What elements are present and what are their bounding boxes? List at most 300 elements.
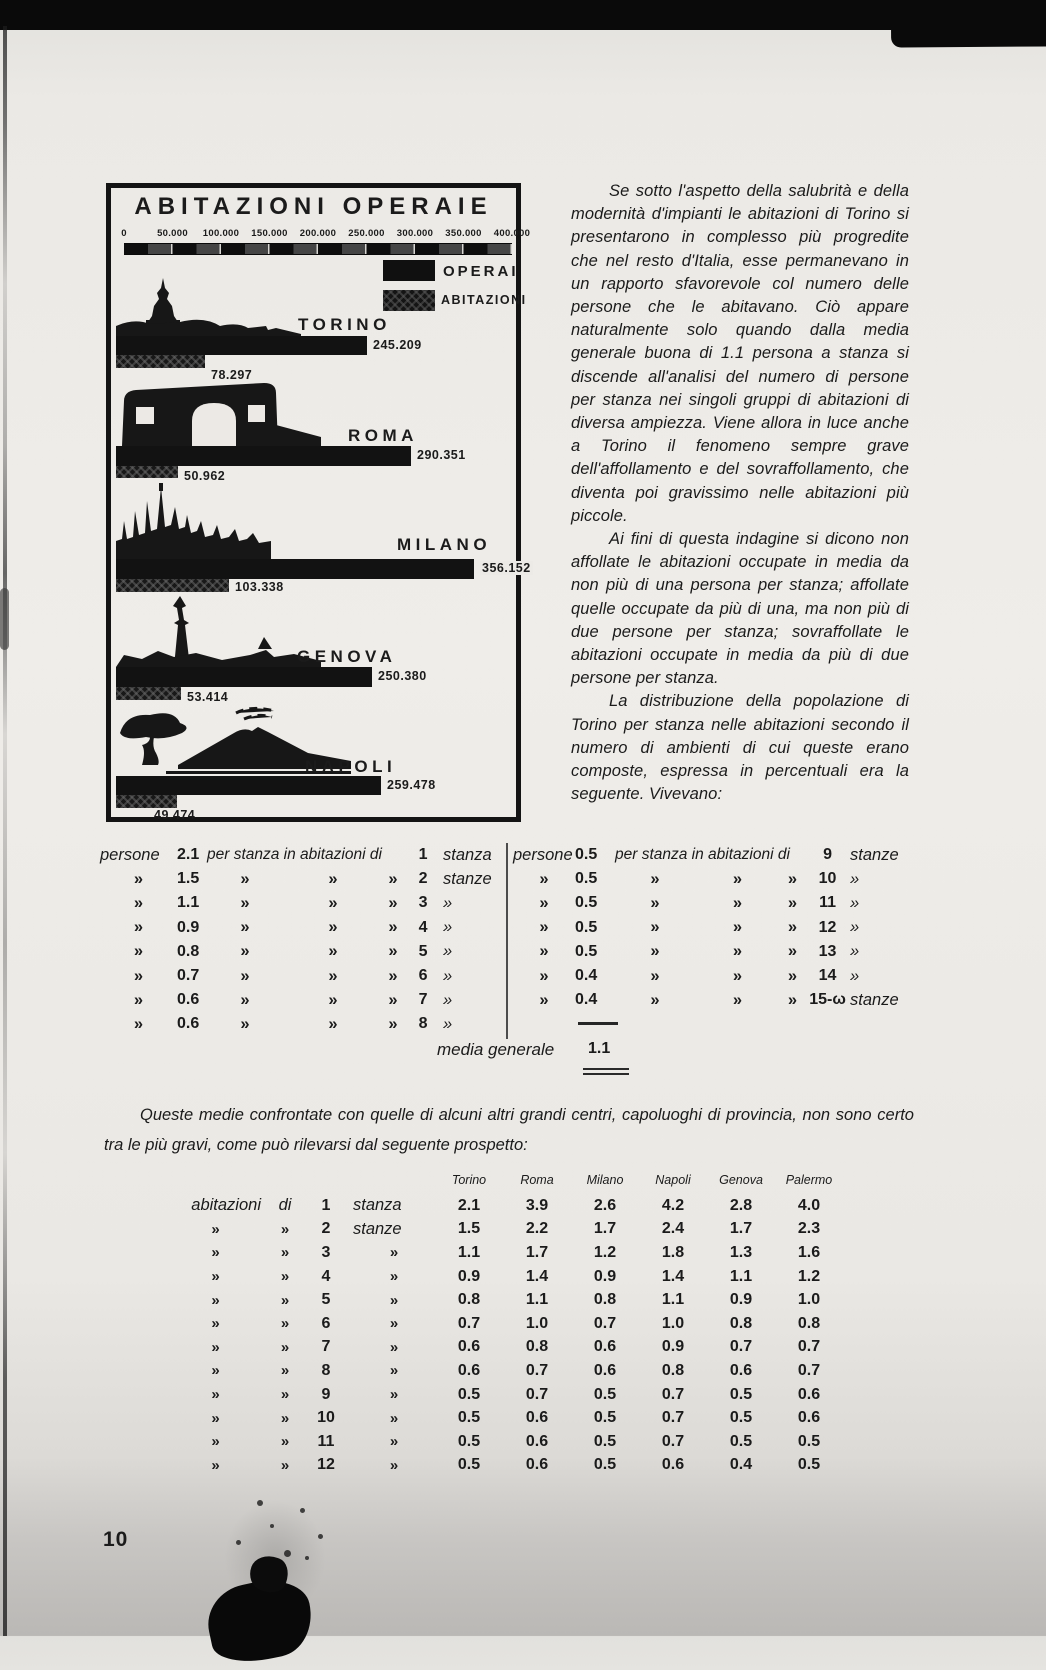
density-value: 0.8 — [525, 1338, 549, 1356]
ditto-mark: » — [389, 1338, 399, 1356]
axis-tick-label: 50.000 — [157, 228, 188, 239]
density-value: 0.7 — [797, 1361, 821, 1379]
ditto-mark: » — [732, 918, 743, 937]
compare-col-napoli: Napoli — [655, 1173, 691, 1187]
density-row — [513, 988, 937, 1012]
media-generale-label: media generale — [437, 1040, 555, 1059]
media-generale-value: 1.1 — [588, 1040, 611, 1057]
abitazioni-operaie-chart — [106, 183, 531, 822]
density-value: 1.1 — [661, 1291, 685, 1309]
page-number: 10 — [103, 1528, 129, 1551]
city-group-napoli — [116, 703, 521, 822]
ditto-mark: » — [732, 990, 743, 1009]
city-comparison-table — [170, 1166, 843, 1477]
ditto-mark: » — [389, 1362, 399, 1380]
density-value: 1.5 — [457, 1220, 481, 1238]
density-value: 2.8 — [729, 1196, 753, 1214]
article-column — [571, 180, 909, 806]
density-value: 1.6 — [797, 1243, 821, 1261]
density-row — [100, 940, 520, 964]
abitazioni-bar — [116, 466, 178, 478]
persons-per-room-value: 0.6 — [177, 1015, 200, 1033]
density-value: 0.5 — [457, 1385, 481, 1403]
persons-per-room-value: 0.4 — [575, 991, 598, 1009]
ditto-mark: » — [787, 893, 798, 912]
ditto-mark: » — [650, 942, 660, 961]
axis-tick-label: 400.000 — [493, 228, 531, 239]
density-row — [100, 988, 520, 1012]
city-group-genova — [116, 593, 521, 708]
axis-tick-label: 350.000 — [445, 228, 482, 239]
density-value: 0.8 — [661, 1361, 685, 1379]
density-value: 1.3 — [729, 1243, 753, 1261]
ditto-mark: » — [133, 869, 144, 888]
room-count: 2 — [418, 870, 428, 888]
room-count: 4 — [418, 918, 428, 936]
persone-label: persone — [513, 845, 573, 864]
compare-row — [170, 1359, 843, 1383]
persons-per-room-value: 1.1 — [177, 894, 200, 912]
room-count: 11 — [317, 1432, 335, 1450]
density-value: 0.5 — [593, 1432, 617, 1450]
chart-title: ABITAZIONI OPERAIE — [134, 193, 493, 220]
room-count: 9 — [823, 846, 832, 864]
ditto-mark: » — [211, 1220, 220, 1238]
ditto-mark: » — [539, 893, 549, 912]
operai-value: 356.152 — [482, 561, 531, 575]
ditto-mark: » — [389, 1409, 399, 1427]
density-row — [513, 964, 937, 988]
compare-col-torino: Torino — [451, 1173, 487, 1187]
ditto-mark: » — [650, 893, 660, 912]
ditto-mark: » — [328, 990, 338, 1009]
operai-value: 259.478 — [387, 778, 436, 792]
axis-tick-label: 300.000 — [396, 228, 434, 239]
density-value: 0.5 — [593, 1409, 617, 1427]
room-unit: » — [443, 966, 453, 985]
axis-tick-label: 150.000 — [251, 228, 288, 239]
operai-bar — [116, 559, 474, 579]
ditto-mark: » — [787, 990, 798, 1009]
room-count: 11 — [819, 894, 836, 912]
density-value: 0.7 — [525, 1361, 549, 1379]
density-value: 2.6 — [593, 1196, 617, 1214]
room-unit: » — [850, 942, 860, 961]
ditto-mark: » — [732, 869, 743, 888]
density-value: 0.6 — [797, 1385, 821, 1403]
chart-axis — [111, 228, 531, 241]
room-unit: stanze — [850, 990, 899, 1009]
article-paragraph: Se sotto l'aspetto della salubrità e della modernità d'impianti le abitazioni di Torino si presentarono in complesso più progredite che nel resto d'Italia, esse permanevano in un rapporto sfavorevole col numero delle persone che le abitavano. Ciò appare naturalmente solo quando dalla media generale buona di 1.1 persona a stanza si discende all'analisi del numero di persone per stanza nei singoli gruppi di abitazioni di diversa ampiezza. Viene allora in luce anche a Torino il fenomeno sempre grave dell'affollamento e del sovraffollamento, che diventa poi gravissimo nelle abitazioni più piccole. — [571, 182, 909, 525]
ditto-mark: » — [211, 1362, 220, 1380]
scan-edge-top-right — [891, 0, 1046, 48]
density-list-right — [513, 843, 937, 1012]
density-value: 1.7 — [593, 1220, 617, 1238]
compare-row — [170, 1454, 843, 1478]
ditto-mark: » — [650, 990, 660, 1009]
persons-per-room-value: 0.5 — [575, 870, 598, 888]
compare-col-milano: Milano — [586, 1173, 624, 1187]
chart-scale-bar — [124, 243, 512, 255]
ink-speck — [305, 1556, 309, 1560]
density-value: 1.8 — [661, 1243, 685, 1261]
density-value: 0.7 — [525, 1385, 549, 1403]
density-value: 2.1 — [457, 1196, 481, 1214]
ditto-mark: » — [280, 1315, 290, 1333]
ditto-mark: » — [650, 966, 660, 985]
density-value: 1.1 — [525, 1291, 549, 1309]
density-row — [100, 916, 520, 940]
roma-arch-illustration — [116, 375, 321, 446]
ditto-mark: » — [211, 1244, 220, 1262]
room-unit: » — [443, 990, 453, 1009]
ditto-mark: » — [133, 990, 144, 1009]
persone-label: persone — [100, 845, 160, 864]
ditto-mark: » — [280, 1244, 290, 1262]
di-label: di — [278, 1196, 292, 1215]
ditto-mark: » — [388, 918, 398, 937]
ink-speck — [257, 1500, 263, 1506]
density-value: 0.8 — [729, 1314, 753, 1332]
ditto-mark: » — [133, 1014, 144, 1033]
density-value: 1.4 — [525, 1267, 549, 1285]
ditto-mark: » — [787, 966, 798, 985]
compare-row — [170, 1383, 843, 1407]
persons-per-room-value: 0.4 — [575, 967, 598, 985]
persons-per-room-value: 0.8 — [177, 942, 200, 960]
ditto-mark: » — [732, 893, 743, 912]
density-value: 0.7 — [661, 1432, 685, 1450]
ditto-mark: » — [388, 942, 398, 961]
ditto-mark: » — [650, 869, 660, 888]
ditto-mark: » — [280, 1291, 290, 1309]
ditto-mark: » — [388, 893, 398, 912]
abitazioni-value: 49.474 — [154, 808, 196, 822]
density-value: 2.3 — [797, 1220, 821, 1238]
ditto-mark: » — [787, 918, 798, 937]
room-count: 14 — [818, 967, 837, 985]
room-unit: stanze — [850, 845, 899, 864]
density-row — [100, 964, 520, 988]
article-paragraph: Ai fini di questa indagine si dicono non affollate le abitazioni occupate in media da non più di una persona per stanza; affollate quelle occupate da più di una, ma non più di due persone per stanza; sovraffollate le abitazioni occupate in media da più di due persone per stanza. — [571, 530, 909, 688]
compare-row — [170, 1288, 843, 1312]
room-count: 4 — [321, 1267, 331, 1285]
room-count: 3 — [321, 1243, 331, 1261]
per-stanza-phrase: per stanza in abitazioni di — [615, 846, 790, 864]
density-value: 0.6 — [525, 1432, 549, 1450]
ditto-mark: » — [240, 869, 250, 888]
abitazioni-value: 53.414 — [187, 690, 229, 704]
density-value: 0.5 — [797, 1456, 821, 1474]
header-spacer — [170, 1166, 265, 1194]
room-count: 7 — [321, 1338, 331, 1356]
room-count: 5 — [321, 1291, 331, 1309]
abitazioni-bar — [116, 687, 181, 700]
axis-tick-label: 250.000 — [348, 228, 385, 239]
ditto-mark: » — [133, 942, 144, 961]
ink-speck — [270, 1524, 274, 1528]
ditto-mark: » — [389, 1291, 399, 1309]
ditto-mark: » — [389, 1268, 399, 1286]
abitazioni-bar — [116, 579, 229, 592]
axis-tick-label: 200.000 — [299, 228, 337, 239]
ditto-mark: » — [240, 893, 250, 912]
ditto-mark: » — [211, 1409, 220, 1427]
axis-tick-label: 100.000 — [202, 228, 240, 239]
axis-tick-label: 0 — [121, 228, 127, 239]
density-row — [513, 843, 937, 867]
ditto-mark: » — [328, 966, 338, 985]
compare-col-palermo: Palermo — [785, 1173, 833, 1187]
ditto-mark: » — [211, 1315, 220, 1333]
room-unit: stanze — [443, 869, 492, 888]
ink-speck — [300, 1508, 305, 1513]
ditto-mark: » — [280, 1362, 290, 1380]
ditto-mark: » — [280, 1268, 290, 1286]
density-value: 0.5 — [457, 1432, 481, 1450]
ditto-mark: » — [539, 942, 549, 961]
city-group-milano — [116, 483, 531, 598]
ditto-mark: » — [732, 966, 743, 985]
room-unit: » — [850, 869, 860, 888]
ditto-mark: » — [240, 942, 250, 961]
ditto-mark: » — [389, 1315, 399, 1333]
room-unit: » — [443, 1014, 453, 1033]
density-value: 1.2 — [797, 1267, 821, 1285]
ditto-mark: » — [211, 1433, 220, 1451]
persons-per-room-value: 0.5 — [575, 918, 598, 936]
room-count: 1 — [418, 846, 428, 864]
ditto-mark: » — [787, 942, 798, 961]
density-value: 0.5 — [729, 1409, 753, 1427]
list-divider — [506, 843, 508, 1039]
density-value: 0.7 — [661, 1385, 685, 1403]
density-value: 0.6 — [457, 1338, 481, 1356]
ditto-mark: » — [732, 942, 743, 961]
room-count: 2 — [321, 1220, 331, 1238]
density-value: 1.0 — [797, 1291, 821, 1309]
density-value: 0.6 — [797, 1409, 821, 1427]
ditto-mark: » — [280, 1386, 290, 1404]
density-value: 1.1 — [457, 1243, 481, 1261]
per-stanza-phrase: per stanza in abitazioni di — [207, 846, 382, 864]
compare-row — [170, 1218, 843, 1242]
article-paragraph: La distribuzione della popolazione di Torino per stanza nelle abitazioni secondo il numero di ambienti di cui queste erano composte, espressa in percentuali era la seguente. Vivevano: — [571, 692, 909, 804]
room-unit: » — [443, 942, 453, 961]
persons-per-room-value: 1.5 — [177, 870, 200, 888]
density-value: 0.7 — [661, 1409, 685, 1427]
room-count: 9 — [321, 1385, 331, 1403]
room-count: 6 — [418, 967, 428, 985]
milano-duomo-illustration — [116, 483, 271, 559]
density-value: 0.5 — [593, 1456, 617, 1474]
room-count: 1 — [321, 1196, 331, 1214]
density-value: 0.4 — [729, 1456, 753, 1474]
density-value: 0.7 — [797, 1338, 821, 1356]
ditto-mark: » — [280, 1409, 290, 1427]
room-count: 12 — [317, 1456, 335, 1474]
ditto-mark: » — [133, 966, 144, 985]
ditto-mark: » — [388, 869, 398, 888]
room-unit: stanza — [443, 845, 492, 864]
density-row — [513, 916, 937, 940]
persons-per-room-value: 0.5 — [575, 942, 598, 960]
density-list-left — [100, 843, 520, 1037]
ink-speck — [318, 1534, 323, 1539]
ditto-mark: » — [280, 1433, 290, 1451]
density-value: 0.5 — [729, 1432, 753, 1450]
density-row — [513, 940, 937, 964]
room-count: 6 — [321, 1314, 331, 1332]
city-label: MILANO — [397, 535, 492, 554]
density-value: 0.9 — [661, 1338, 685, 1356]
operai-bar — [116, 667, 372, 687]
density-value: 0.6 — [525, 1409, 549, 1427]
persons-per-room-value: 0.6 — [177, 991, 200, 1009]
ditto-mark: » — [211, 1456, 220, 1474]
compare-row — [170, 1406, 843, 1430]
operai-value: 290.351 — [417, 448, 466, 462]
room-count: 3 — [418, 894, 428, 912]
density-value: 0.6 — [593, 1361, 617, 1379]
density-row — [513, 867, 937, 891]
density-value: 0.5 — [729, 1385, 753, 1403]
ditto-mark: » — [539, 966, 549, 985]
room-unit: » — [443, 893, 453, 912]
compare-note: Queste medie confrontate con quelle di alcuni altri grandi centri, capoluoghi di provincia, non sono certo tra le più gravi, come può rilevarsi dal seguente prospetto: — [104, 1106, 914, 1154]
persons-per-room-value: 2.1 — [177, 846, 200, 864]
density-value: 0.6 — [525, 1456, 549, 1474]
density-value: 0.5 — [797, 1432, 821, 1450]
persons-per-room-value: 0.5 — [575, 894, 598, 912]
header-spacer — [347, 1166, 435, 1194]
density-value: 0.6 — [457, 1361, 481, 1379]
density-value: 4.2 — [661, 1196, 685, 1214]
density-value: 0.7 — [593, 1314, 617, 1332]
room-count: 5 — [418, 942, 428, 960]
compare-header-row — [170, 1166, 843, 1194]
density-value: 0.8 — [457, 1291, 481, 1309]
density-value: 0.8 — [797, 1314, 821, 1332]
operai-bar — [116, 336, 367, 355]
ditto-mark: » — [389, 1456, 399, 1474]
ditto-mark: » — [388, 990, 398, 1009]
ditto-mark: » — [328, 918, 338, 937]
ditto-mark: » — [328, 869, 338, 888]
legend-label-operai: OPERAI — [443, 263, 519, 280]
ditto-mark: » — [539, 990, 549, 1009]
ditto-mark: » — [328, 893, 338, 912]
ditto-mark: » — [539, 918, 549, 937]
density-value: 0.5 — [593, 1385, 617, 1403]
density-value: 0.6 — [661, 1456, 685, 1474]
compare-col-genova: Genova — [719, 1173, 763, 1187]
scan-edge-top — [0, 0, 1046, 30]
genova-lanterna-illustration — [116, 593, 321, 667]
ditto-mark: » — [240, 918, 250, 937]
ditto-mark: » — [389, 1386, 399, 1404]
header-spacer — [305, 1166, 347, 1194]
operai-value: 245.209 — [373, 338, 422, 352]
ditto-mark: » — [388, 1014, 398, 1033]
density-row — [100, 1012, 520, 1036]
density-value: 4.0 — [797, 1196, 821, 1214]
operai-bar — [116, 776, 381, 795]
abitazioni-label: abitazioni — [191, 1196, 261, 1215]
density-value: 1.4 — [661, 1267, 685, 1285]
operai-bar — [116, 446, 411, 466]
ditto-mark: » — [211, 1338, 220, 1356]
density-row — [100, 891, 520, 915]
room-count: 12 — [818, 918, 837, 936]
ditto-mark: » — [280, 1220, 290, 1238]
room-unit: stanza — [353, 1196, 402, 1215]
density-value: 0.5 — [457, 1456, 481, 1474]
compare-row — [170, 1312, 843, 1336]
ditto-mark: » — [328, 1014, 338, 1033]
ditto-mark: » — [240, 990, 250, 1009]
density-row — [100, 867, 520, 891]
room-unit: » — [850, 918, 860, 937]
room-count: 8 — [418, 1015, 428, 1033]
ditto-mark: » — [211, 1291, 220, 1309]
city-label: NAPOLI — [305, 757, 397, 776]
ink-speck — [236, 1540, 241, 1545]
ditto-mark: » — [280, 1338, 290, 1356]
density-value: 0.7 — [729, 1338, 753, 1356]
city-label: ROMA — [348, 426, 418, 445]
sum-rule — [578, 1022, 618, 1025]
city-label: GENOVA — [297, 647, 397, 666]
density-row — [100, 843, 520, 867]
ditto-mark: » — [211, 1268, 220, 1286]
abitazioni-bar — [116, 355, 205, 368]
density-value: 2.2 — [525, 1220, 549, 1238]
ditto-mark: » — [328, 942, 338, 961]
room-count: 15-ω — [809, 991, 846, 1009]
density-value: 0.6 — [729, 1361, 753, 1379]
city-group-roma — [116, 373, 521, 488]
room-unit: » — [850, 893, 860, 912]
scan-smudge-left — [0, 588, 9, 650]
compare-row — [170, 1194, 843, 1218]
ditto-mark: » — [280, 1456, 290, 1474]
density-value: 1.0 — [661, 1314, 685, 1332]
density-value: 1.1 — [729, 1267, 753, 1285]
ditto-mark: » — [787, 869, 798, 888]
ditto-mark: » — [240, 1014, 250, 1033]
room-unit: stanze — [353, 1219, 402, 1238]
compare-row — [170, 1241, 843, 1265]
compare-row — [170, 1336, 843, 1360]
room-count: 10 — [317, 1409, 335, 1427]
density-value: 0.9 — [729, 1291, 753, 1309]
ink-speck — [284, 1550, 291, 1557]
room-unit: » — [850, 966, 860, 985]
density-value: 0.9 — [457, 1267, 481, 1285]
density-value: 0.6 — [593, 1338, 617, 1356]
room-count: 10 — [818, 870, 837, 888]
ditto-mark: » — [211, 1386, 220, 1404]
header-spacer — [265, 1166, 305, 1194]
abitazioni-value: 103.338 — [235, 580, 284, 594]
operai-value: 250.380 — [378, 669, 427, 683]
ditto-mark: » — [650, 918, 660, 937]
ditto-mark: » — [133, 918, 144, 937]
density-row — [513, 891, 937, 915]
density-value: 1.7 — [729, 1220, 753, 1238]
abitazioni-bar — [116, 795, 177, 808]
